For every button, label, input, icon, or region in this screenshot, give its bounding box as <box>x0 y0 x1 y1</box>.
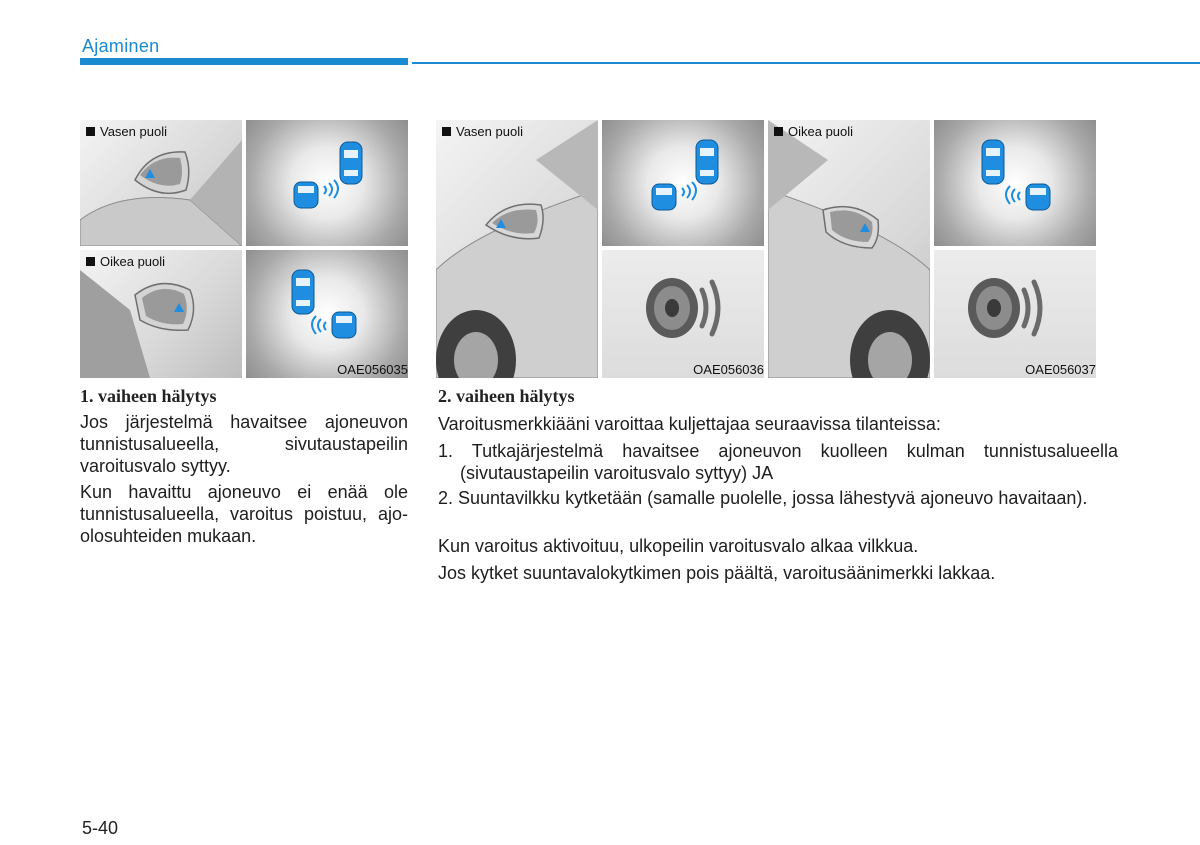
header-rule-thin <box>412 62 1200 64</box>
paragraph: Kun havaittu ajoneuvo ei enää ole tunnistusalueella, varoitus poistuu, ajo-olosuhteiden mukaan. <box>80 482 408 546</box>
label-right-side: Oikea puoli <box>774 124 853 139</box>
label-right-side: Oikea puoli <box>86 254 165 269</box>
figure-3 <box>768 120 1096 378</box>
detected-car-icon <box>292 270 314 314</box>
label-left-side: Vasen puoli <box>86 124 167 139</box>
figure-code: OAE056037 <box>1025 362 1096 377</box>
detection-zone-illustration <box>246 250 408 378</box>
detection-zone-illustration <box>602 120 764 246</box>
own-car-icon <box>1026 184 1050 210</box>
list-item: 2. Suuntavilkku kytketään (samalle puolelle, jossa lähestyvä ajoneuvo havaitaan). <box>438 488 1088 508</box>
list-item: 1. Tutkajärjestelmä havaitsee ajoneuvon kuolleen kulman tunnistusalueella (sivutaustapeilin varoitusvalo syttyy) JA <box>438 441 1118 483</box>
warning-sound-panel <box>934 250 1096 378</box>
own-car-icon <box>294 182 318 208</box>
mirror-photo-right <box>80 250 242 378</box>
own-car-icon <box>652 184 676 210</box>
own-car-icon <box>332 312 356 338</box>
detection-zone-right <box>246 250 408 378</box>
car-mirror-photo <box>768 120 930 378</box>
header-rule-thick <box>80 58 408 65</box>
detected-car-icon <box>340 142 362 184</box>
signal-waves-icon <box>1006 186 1020 204</box>
paragraph: Jos kytket suuntavalokytkimen pois päältä, varoitusäänimerkki lakkaa. <box>438 563 996 583</box>
signal-waves-icon <box>682 182 696 200</box>
car-mirror-photo <box>436 120 598 378</box>
detected-car-icon <box>696 140 718 184</box>
figure-code: OAE056036 <box>693 362 764 377</box>
section-heading: 2. vaiheen hälytys <box>438 386 575 406</box>
paragraph: Kun varoitus aktivoituu, ulkopeilin varoitusvalo alkaa vilkkua. <box>438 536 919 556</box>
speaker-icon <box>934 250 1096 378</box>
section-title: Ajaminen <box>82 36 160 56</box>
paragraph: Jos järjestelmä havaitsee ajoneuvon tunnistusalueella, sivutaustapeilin varoitusvalo syttyy. <box>80 412 408 476</box>
detection-zone-right <box>934 120 1096 246</box>
side-mirror-illustration <box>80 250 242 378</box>
section-heading: 1. vaiheen hälytys <box>80 386 217 406</box>
page-number: 5-40 <box>82 818 119 838</box>
signal-waves-icon <box>324 180 338 198</box>
car-side-illustration <box>768 120 930 378</box>
paragraph: Varoitusmerkkiääni varoittaa kuljettajaa seuraavissa tilanteissa: <box>438 414 941 434</box>
figure-2 <box>436 120 764 378</box>
mirror-photo-left <box>80 120 242 246</box>
figure-1 <box>80 120 408 378</box>
detection-zone-illustration <box>934 120 1096 246</box>
detected-car-icon <box>982 140 1004 184</box>
warning-sound-panel <box>602 250 764 378</box>
speaker-icon <box>602 250 764 378</box>
label-left-side: Vasen puoli <box>442 124 523 139</box>
detection-zone-left <box>246 120 408 246</box>
detection-zone-illustration <box>246 120 408 246</box>
figure-code: OAE056035 <box>337 362 408 377</box>
car-side-illustration <box>436 120 598 378</box>
detection-zone-left <box>602 120 764 246</box>
signal-waves-icon <box>312 316 326 334</box>
